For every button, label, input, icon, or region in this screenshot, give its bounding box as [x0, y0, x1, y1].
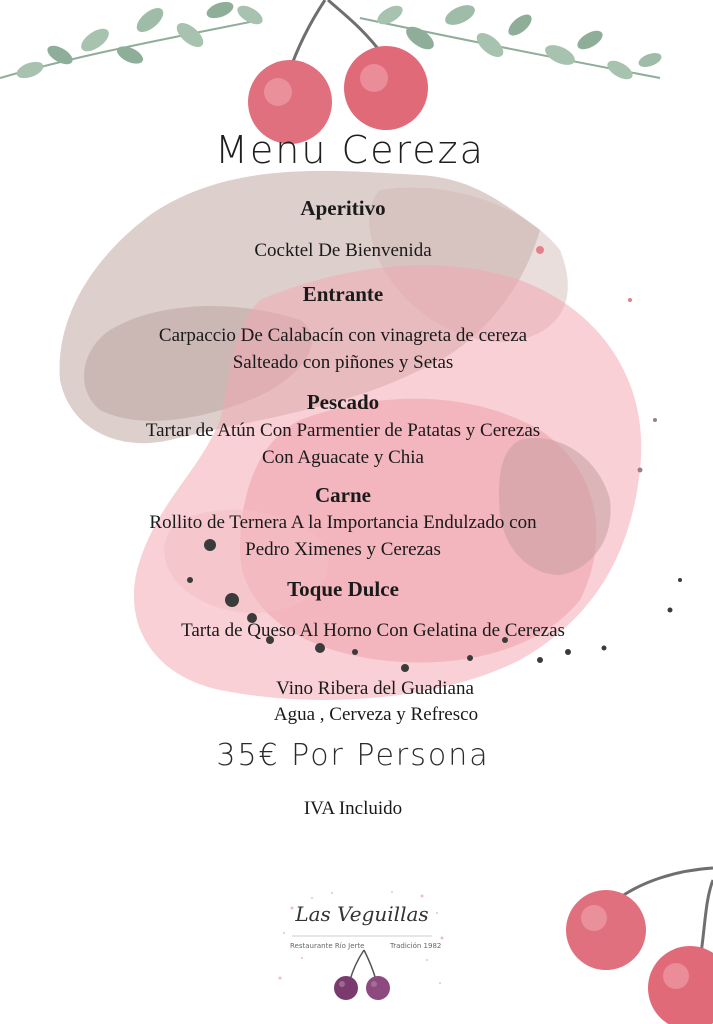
drink-item: Agua , Cerveza y Refresco: [273, 704, 479, 725]
drink-item: Vino Ribera del Guadiana: [276, 678, 474, 699]
menu-item: Tartar de Atún Con Parmentier de Patatas y Cerezas: [145, 420, 541, 441]
price: 35€ Por Persona: [216, 738, 490, 773]
logo-subtitle-right: Tradición 1982: [390, 942, 442, 950]
tax-note: IVA Incluido: [303, 798, 403, 819]
logo-subtitle-left: Restaurante Río Jerte: [290, 942, 365, 950]
bottom-cherries: [566, 868, 713, 1024]
logo-name: Las Veguillas: [295, 902, 429, 926]
menu-item: Rollito de Ternera A la Importancia Endulzado con: [149, 512, 537, 533]
menu-item: Carpaccio De Calabacín con vinagreta de cereza: [158, 325, 528, 346]
restaurant-logo: [272, 888, 452, 1008]
menu-item: Tarta de Queso Al Horno Con Gelatina de Cerezas: [181, 620, 565, 641]
menu-item: Con Aguacate y Chia: [262, 447, 424, 468]
menu-item: Salteado con piñones y Setas: [232, 352, 454, 373]
menu-item: Pedro Ximenes y Cerezas: [245, 539, 441, 560]
section-heading-carne: Carne: [315, 483, 371, 507]
section-heading-pescado: Pescado: [306, 390, 380, 414]
section-heading-entrante: Entrante: [302, 282, 384, 306]
menu-title: Menu Cereza: [215, 128, 485, 172]
section-heading-toque-dulce: Toque Dulce: [287, 577, 399, 601]
menu-item: Cocktel De Bienvenida: [254, 240, 432, 261]
leaf-garland: [0, 0, 663, 83]
section-heading-aperitivo: Aperitivo: [300, 196, 386, 220]
top-cherries: [248, 0, 428, 144]
